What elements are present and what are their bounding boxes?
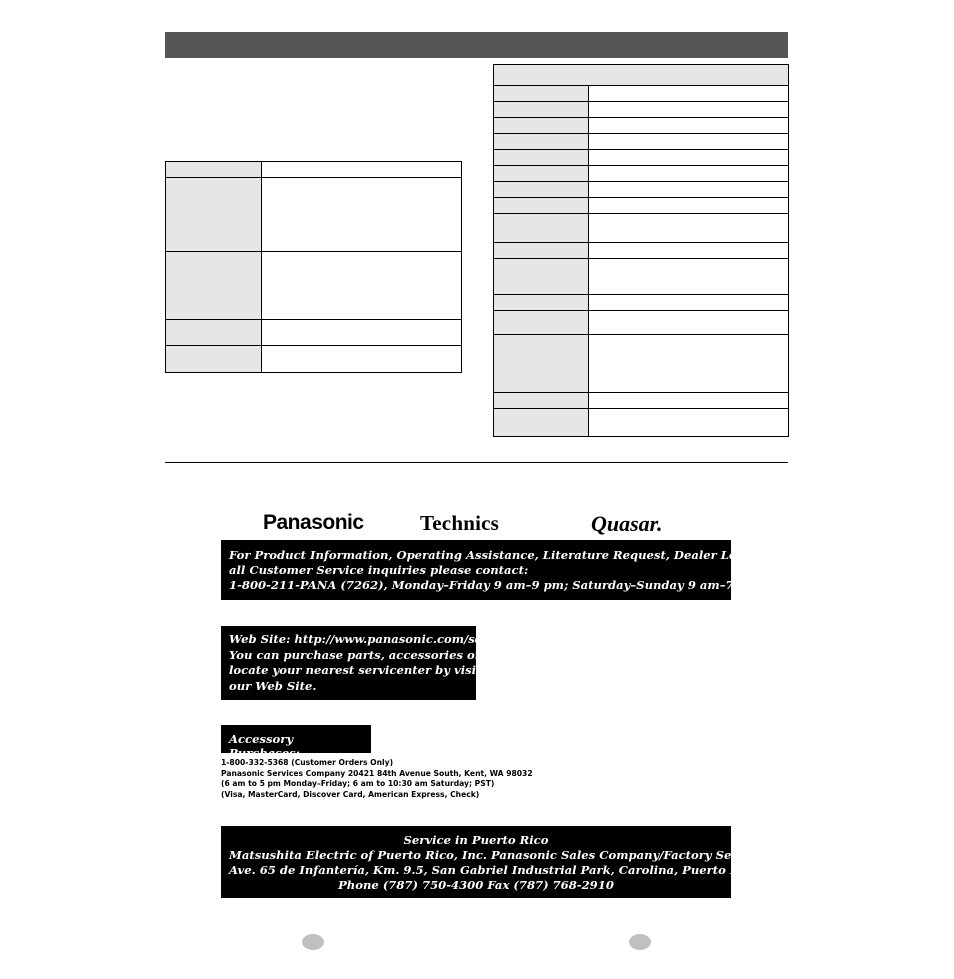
puerto-rico-heading: Service in Puerto Rico xyxy=(403,833,549,847)
table-row xyxy=(494,150,789,166)
table-row xyxy=(494,335,789,393)
table-row xyxy=(494,295,789,311)
puerto-rico-line: Ave. 65 de Infantería, Km. 9.5, San Gabriel Industrial Park, Carolina, Puerto Rico 00985 xyxy=(229,863,804,877)
table-row xyxy=(494,86,789,102)
quasar-logo: Quasar. xyxy=(591,511,663,536)
table-header-row xyxy=(494,65,789,86)
accessory-details xyxy=(221,758,533,800)
section-divider xyxy=(165,462,788,463)
product-info-phone: 1-800-211-PANA (7262), Monday–Friday 9 am–9 pm; Saturday–Sunday 9 am–7 pm, EST. xyxy=(229,578,795,592)
puerto-rico-service-box xyxy=(221,826,804,898)
table-row xyxy=(166,320,462,346)
table-row xyxy=(494,259,789,295)
accessory-heading-box xyxy=(221,725,371,760)
product-info-line: all Customer Service inquiries please contact: xyxy=(229,563,529,577)
accessory-line: (6 am to 5 pm Monday–Friday; 6 am to 10:30 am Saturday; PST) xyxy=(221,779,495,788)
table-row xyxy=(494,393,789,409)
accessory-line: Panasonic Services Company 20421 84th Avenue South, Kent, WA 98032 xyxy=(221,768,533,778)
web-site-line: You can purchase parts, accessories or xyxy=(229,647,481,662)
table-row xyxy=(494,166,789,182)
table-row xyxy=(166,162,462,178)
product-info-box xyxy=(221,540,816,600)
page-marker-right xyxy=(629,934,651,950)
accessory-heading: Accessory Purchases: xyxy=(229,732,300,760)
table-row xyxy=(494,311,789,335)
accessory-line: (Visa, MasterCard, Discover Card, American Express, Check) xyxy=(221,789,480,799)
table-row xyxy=(494,134,789,150)
web-site-line: locate your nearest servicenter by visiting xyxy=(229,663,503,677)
left-spec-table xyxy=(165,161,462,373)
puerto-rico-line: Phone (787) 750-4300 Fax (787) 768-2910 xyxy=(338,878,614,892)
table-row xyxy=(494,214,789,243)
technics-logo: Technics xyxy=(420,511,500,535)
header-bar xyxy=(165,32,788,58)
table-row xyxy=(494,409,789,437)
table-row xyxy=(166,346,462,373)
web-site-url[interactable]: Web Site: http://www.panasonic.com/sd xyxy=(229,632,483,646)
puerto-rico-line: Matsushita Electric of Puerto Rico, Inc. Panasonic Sales Company/Factory Servicenter: xyxy=(229,848,795,862)
table-row xyxy=(494,102,789,118)
product-info-line: For Product Information, Operating Assistance, Literature Request, Dealer Locations, and xyxy=(229,548,816,562)
page-marker-left xyxy=(302,934,324,950)
table-row xyxy=(494,118,789,134)
table-row xyxy=(494,243,789,259)
table-row xyxy=(494,198,789,214)
table-row xyxy=(494,182,789,198)
table-row xyxy=(166,178,462,252)
web-site-box xyxy=(221,626,503,700)
accessory-line: 1-800-332-5368 (Customer Orders Only) xyxy=(221,758,394,767)
table-row xyxy=(166,252,462,320)
web-site-line: our Web Site. xyxy=(229,678,317,693)
right-spec-table xyxy=(493,64,789,437)
panasonic-logo: Panasonic xyxy=(263,511,364,534)
